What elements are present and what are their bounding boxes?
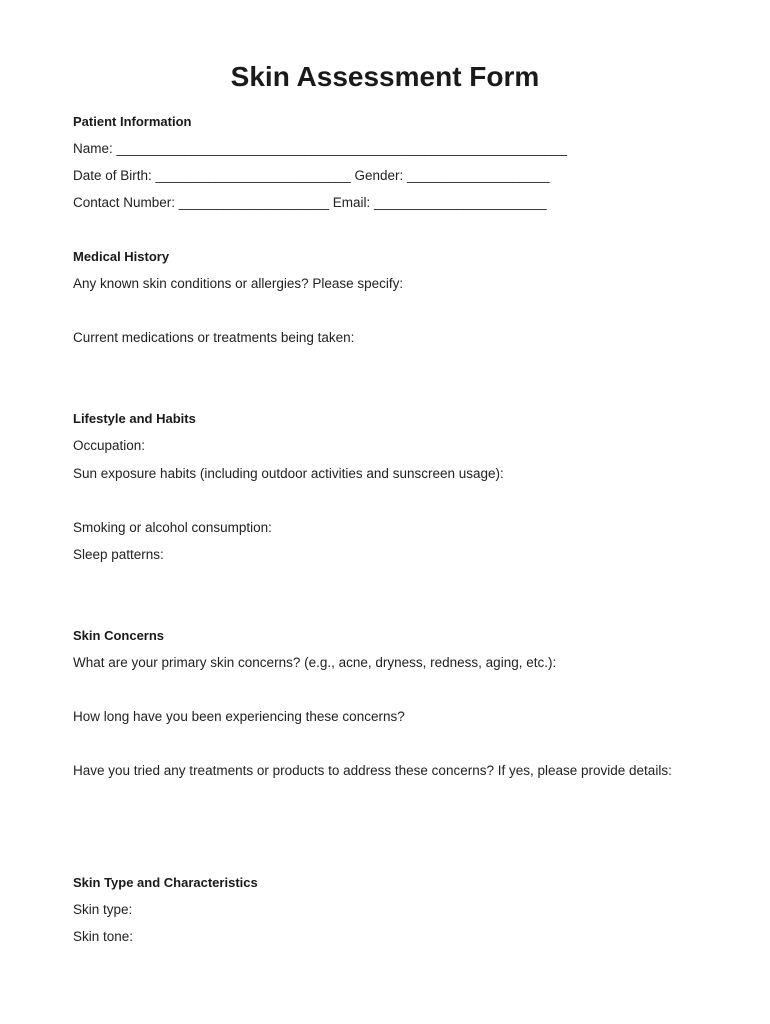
name-field-line: Name: ____________________________________________________________ [73, 141, 567, 156]
question-skin-conditions: Any known skin conditions or allergies? Please specify: [73, 276, 404, 291]
question-prior-treatments: Have you tried any treatments or products to address these concerns? If yes, please provide details: [73, 763, 672, 778]
question-skin-type: Skin type: [73, 902, 133, 917]
question-smoking-alcohol: Smoking or alcohol consumption: [73, 520, 272, 535]
question-duration: How long have you been experiencing these concerns? [73, 709, 405, 724]
dob-gender-field-line: Date of Birth: __________________________ Gender: ___________________ [73, 168, 550, 183]
section-heading-patient-information: Patient Information [73, 114, 192, 129]
question-current-medications: Current medications or treatments being taken: [73, 330, 355, 345]
question-skin-tone: Skin tone: [73, 929, 134, 944]
section-heading-skin-concerns: Skin Concerns [73, 628, 165, 643]
question-sun-exposure: Sun exposure habits (including outdoor activities and sunscreen usage): [73, 466, 504, 481]
section-heading-lifestyle: Lifestyle and Habits [73, 411, 196, 426]
question-primary-concerns: What are your primary skin concerns? (e.g., acne, dryness, redness, aging, etc.): [73, 655, 557, 670]
question-sleep-patterns: Sleep patterns: [73, 547, 164, 562]
page-title: Skin Assessment Form [230, 61, 540, 92]
contact-email-field-line: Contact Number: ____________________ Email: _______________________ [73, 195, 547, 210]
section-heading-skin-type: Skin Type and Characteristics [73, 875, 258, 890]
section-heading-medical-history: Medical History [73, 249, 170, 264]
question-occupation: Occupation: [73, 438, 146, 453]
